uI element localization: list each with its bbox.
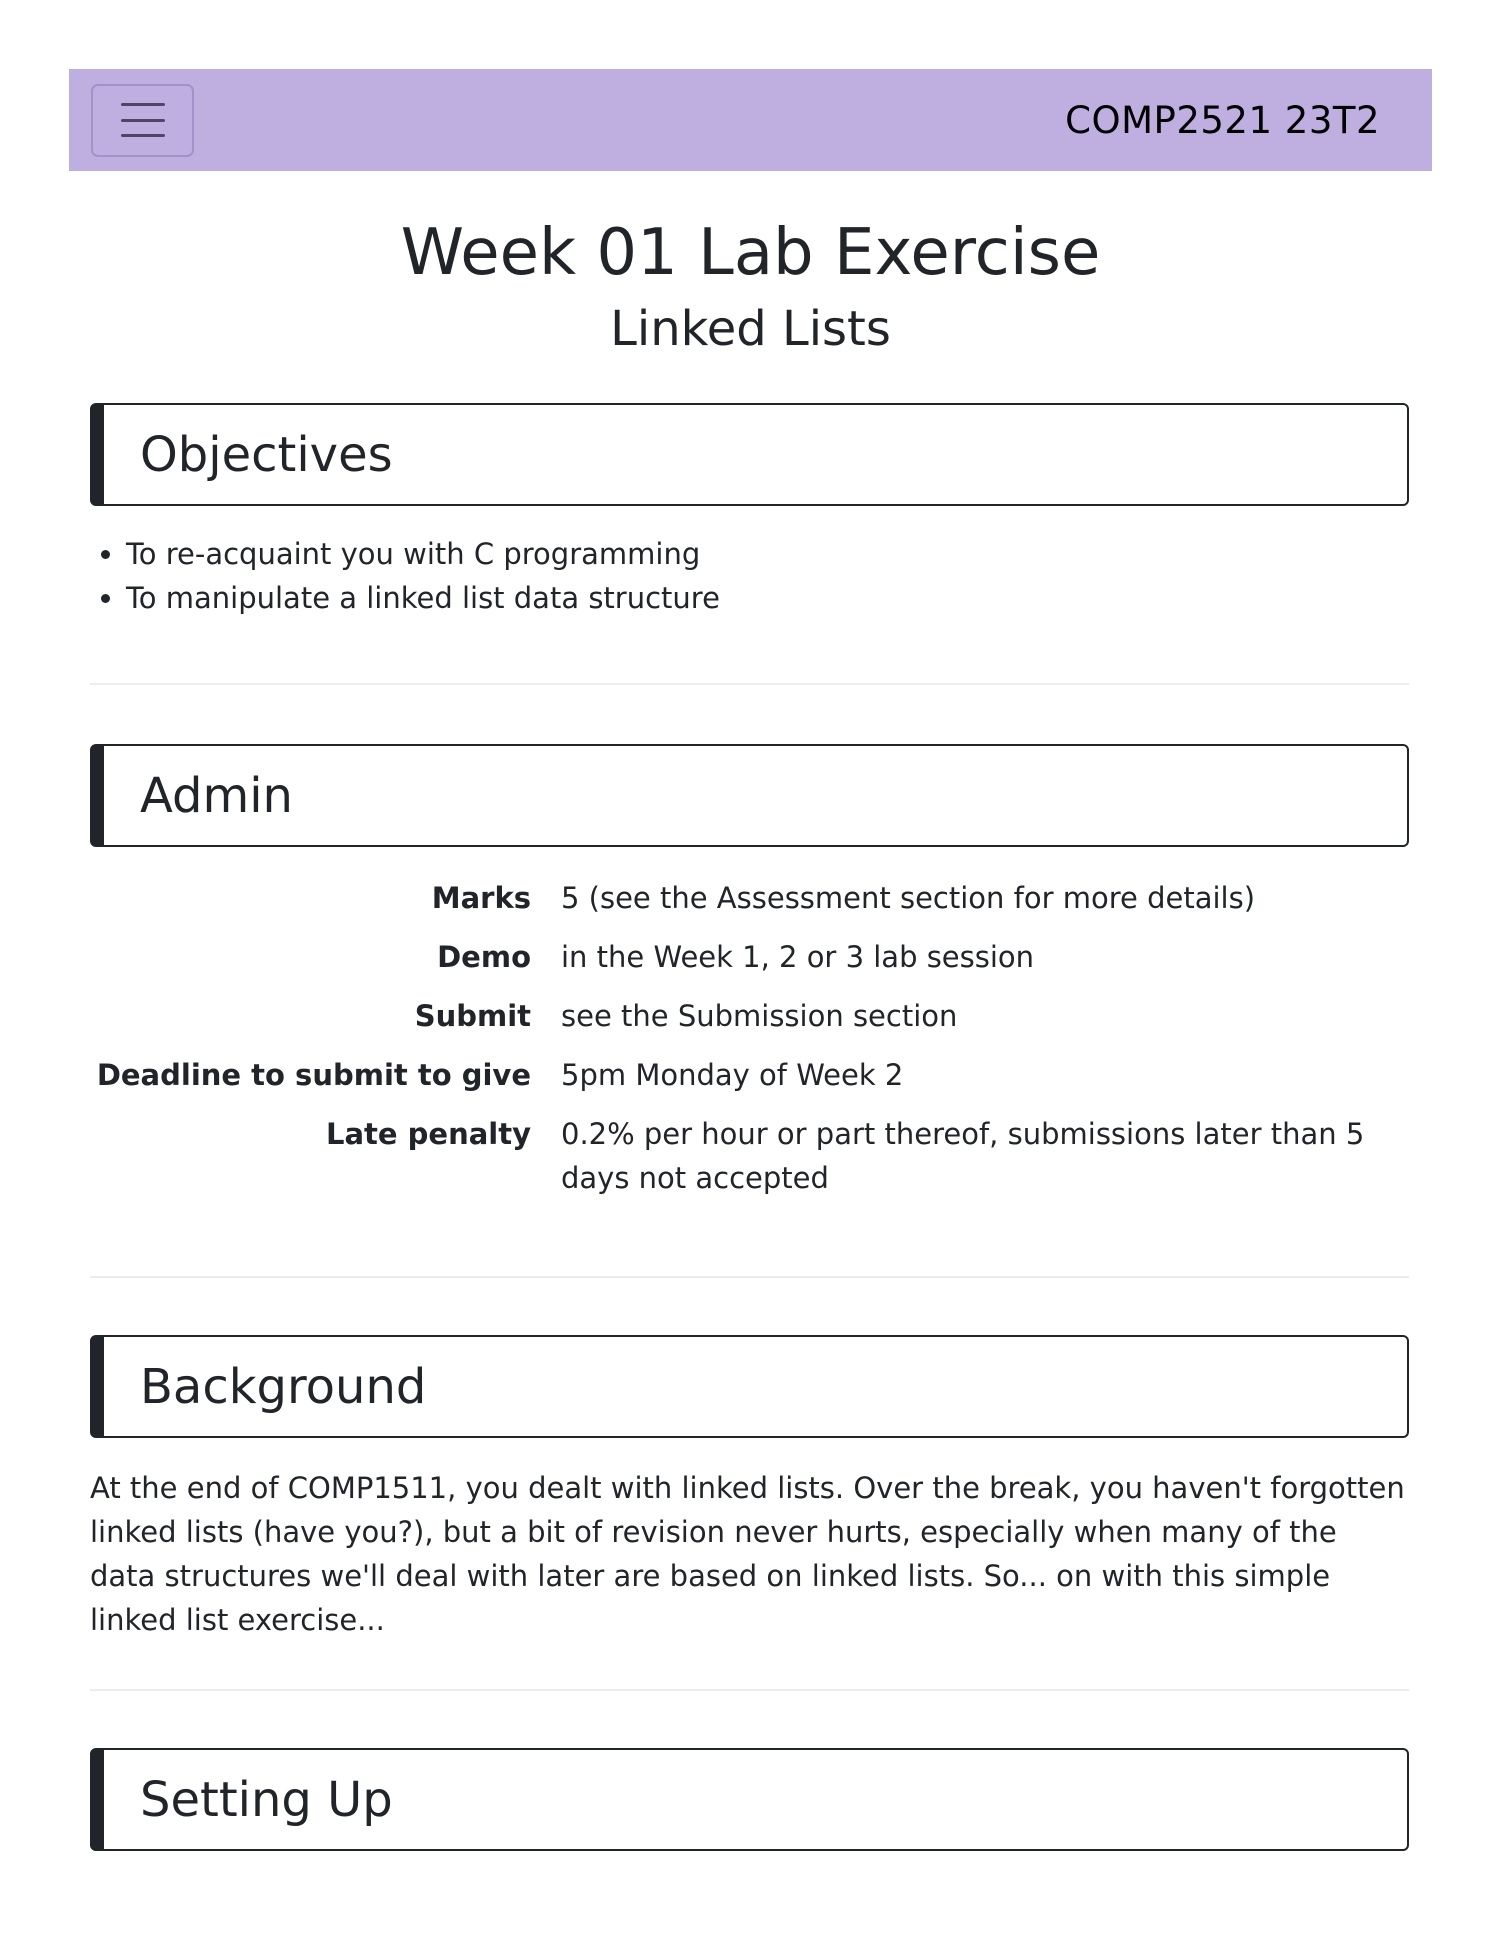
list-item: • To manipulate a linked list data structure xyxy=(126,576,720,620)
hamburger-icon xyxy=(121,103,165,137)
section-header-setting-up xyxy=(90,1748,1409,1851)
admin-row-submit xyxy=(90,994,1409,1038)
background-paragraph: At the end of COMP1511, you dealt with linked lists. Over the break, you haven't forgotten linked lists (have you?), but a bit of revision never hurts, especially when many of the data structures we'll deal with later are based on linked lists. So... on with this simple linked list exercise... xyxy=(90,1471,1405,1637)
admin-label: Demo xyxy=(437,940,531,974)
section-header-background xyxy=(90,1335,1409,1438)
admin-value: 5pm Monday of Week 2 xyxy=(561,1058,904,1092)
menu-toggle-button[interactable] xyxy=(91,84,194,157)
admin-row-marks xyxy=(90,876,1409,920)
page-subtitle: Linked Lists xyxy=(610,301,891,357)
admin-label: Late penalty xyxy=(325,1117,531,1151)
section-header-objectives xyxy=(90,403,1409,506)
admin-value: 5 (see the Assessment section for more details) xyxy=(561,881,1256,915)
title-block xyxy=(69,205,1432,357)
admin-label: Submit xyxy=(414,999,531,1033)
course-code[interactable]: COMP2521 23T2 xyxy=(1065,98,1380,142)
admin-label: Deadline to submit to give xyxy=(96,1058,531,1092)
admin-row-deadline xyxy=(90,1053,1409,1097)
section-title-admin: Admin xyxy=(140,767,293,824)
section-title-setting-up: Setting Up xyxy=(140,1771,393,1828)
admin-label: Marks xyxy=(431,881,531,915)
section-divider xyxy=(90,1276,1409,1278)
page-title: Week 01 Lab Exercise xyxy=(400,216,1101,290)
admin-row-late-penalty xyxy=(90,1112,1409,1200)
section-divider xyxy=(90,1689,1409,1691)
top-navbar xyxy=(69,69,1432,171)
section-divider xyxy=(90,683,1409,685)
section-title-objectives: Objectives xyxy=(140,426,393,483)
section-header-admin xyxy=(90,744,1409,847)
admin-row-demo xyxy=(90,935,1409,979)
admin-value: see the Submission section xyxy=(561,999,958,1033)
admin-value: 0.2% per hour or part thereof, submissions later than 5 days not accepted xyxy=(561,1117,1365,1195)
list-item: • To re-acquaint you with C programming xyxy=(126,532,720,576)
admin-table xyxy=(90,876,1409,1215)
section-title-background: Background xyxy=(140,1358,427,1415)
objectives-list xyxy=(90,532,720,620)
admin-value: in the Week 1, 2 or 3 lab session xyxy=(561,940,1035,974)
